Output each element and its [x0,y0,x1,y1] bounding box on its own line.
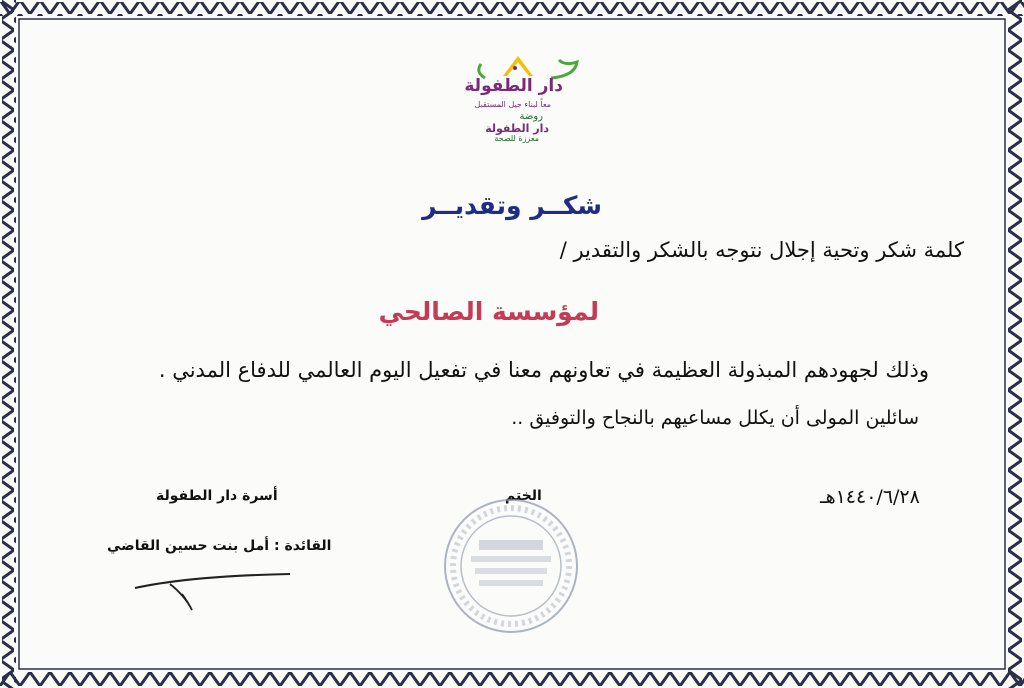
body-text: وذلك لجهودهم المبذولة العظيمة في تعاونهم معنا في تفعيل اليوم العالمي للدفاع المدني . [158,358,929,382]
hijri-date: ١٤٤٠/٦/٢٨هـ [820,486,920,508]
intro-text: كلمة شكر وتحية إجلال نتوجه بالشكر والتقدير / [559,238,964,262]
logo-sub-name: دار الطفولة [485,122,549,135]
prayer-text: سائلين المولى أن يكلل مساعيهم بالنجاح والتوفيق .. [511,407,919,429]
logo-name: دار الطفولة [464,76,563,96]
seal-label: الختم [505,488,542,504]
certificate-title: شكــر وتقديــر [422,191,602,220]
logo-sub-top: روضة [519,111,543,122]
recipient-name: لمؤسسة الصالحي [378,297,599,326]
logo-tagline: معاً لبناء جيل المستقبل [474,100,551,109]
logo-sub-tag: معززة للصحة [494,134,539,143]
leader-name: القائدة : أمل بنت حسين القاضي [107,538,332,554]
official-stamp [441,496,581,636]
family-label: أسرة دار الطفولة [156,488,278,504]
signature [130,566,300,616]
school-logo [455,48,581,142]
